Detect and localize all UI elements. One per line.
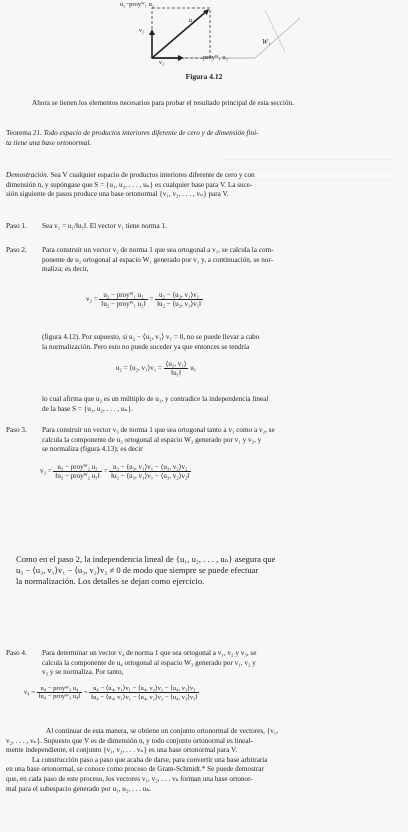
figure-label-top: u₂−proyᵂ₁ u₂: [120, 1, 155, 8]
middle-paragraph: [16, 554, 404, 587]
eq-fraction-denominator: ‖u₄ − proyᵂ₃ u₄‖: [38, 693, 81, 700]
theorem-21: [6, 129, 404, 148]
proof-label: Demostración.: [6, 171, 49, 179]
paso-2-end: [42, 395, 402, 414]
eq2-left: u₂ = ⟨u₂, v₁⟩v₁ =: [116, 364, 162, 373]
proof-paragraph: [6, 171, 404, 200]
paso-3-line2: calcula la componente de u₃ ortogonal al espacio W₂ generado por v₁ y v₂, y: [42, 435, 262, 444]
eq-fraction-numerator: u₂ − ⟨u₂, v₁⟩v₁: [155, 291, 203, 300]
paso-3-line1: Para construir un vector v₃ de norma 1 que sea ortogonal tanto a v₁ como a v₂, se: [42, 426, 275, 434]
paso-4-line2: calcula la componente de u₄ ortogonal al espacio W₃ generado por v₁, v₂ y: [42, 658, 256, 667]
paso-2-after: [42, 333, 402, 352]
eq-equals: =: [83, 689, 88, 697]
paso-4-body: [42, 649, 402, 678]
closing-line6: que, en cada paso de este proceso, los vectores v₁, v₂, . . . vₖ forman una base ortonor-: [6, 774, 253, 783]
middle-line1: Como en el paso 2, la independencia lineal de {u₁, u₂, . . . , uₙ} asegura que: [16, 554, 276, 564]
paso-4-line3: v₃ y se normaliza. Por tanto,: [42, 668, 124, 677]
paso-2-equation: [86, 291, 203, 308]
paso-4-label: Paso 4.: [6, 649, 27, 657]
eq-fraction-denominator: ‖u₂ − ⟨u₂, v₁⟩v₁‖: [157, 300, 202, 308]
paso-2-line2: ponente de u₂ ortogonal al espacio W₁ generado por v₁ y, a continuación, se nor-: [42, 255, 274, 264]
paso-2-label: Paso 2.: [6, 246, 27, 254]
paso-1-label: Paso 1.: [6, 222, 27, 230]
paso-3-label: Paso 3.: [6, 426, 27, 434]
closing-line3: mente independiente, el conjunto {v₁, v₂, . . . vₙ} es una base ortonormal para V.: [6, 746, 238, 755]
middle-line3: la normalización. Los detalles se dejan como ejercicio.: [16, 576, 205, 586]
figure-label-proj: proyᵂ₁ u₂: [203, 54, 228, 61]
eq-fraction-numerator: u₂ − proyᵂ₁ u₂: [99, 291, 147, 300]
eq-equals: =: [149, 295, 154, 304]
paso-3-line3: se normaliza (figura 4.13); es decir: [42, 445, 143, 454]
paso-2-equation-2: [116, 360, 196, 377]
eq-fraction-denominator: ‖u₃ − proyᵂ₂ u₃‖: [55, 472, 100, 480]
paso-3-body: [42, 426, 402, 455]
eq-fraction-numerator: u₄ − ⟨u₄, v₁⟩v₁ − ⟨u₄, v₂⟩v₂ − ⟨u₄, v₃⟩v₃: [89, 684, 199, 693]
figure-caption: Figura 4.12: [185, 72, 223, 81]
intro-paragraph: Ahora se tienen los elementos necesarios para probar el resultado principal de esta sección.: [32, 99, 294, 107]
eq-fraction-denominator: ‖u₄ − ⟨u₄, v₁⟩v₁ − ⟨u₄, v₂⟩v₂ − ⟨u₄, v₃⟩v₃‖: [91, 694, 198, 701]
figure-label-w1: W₁: [262, 38, 271, 46]
paso-2-after-line1: (figura 4.12). Por supuesto, si u₂ − ⟨u₂, v₁⟩ v₁ = 0, no se puede llevar a cabo: [42, 333, 260, 341]
eq-lhs: v₃ =: [40, 467, 52, 476]
theorem-text-line1: Todo espacio de productos interiores diferente de cero y de dimensión fini-: [43, 129, 259, 137]
paso-1: [6, 222, 404, 232]
proof-line1: Sea V cualquier espacio de productos interiores diferente de cero y con: [50, 171, 255, 179]
eq-fraction-denominator: ‖u₃ − ⟨u₃, v₁⟩v₁ − ⟨u₃, v₂⟩v₂‖: [111, 472, 190, 480]
figure-label-v1: v₁: [159, 59, 165, 66]
eq-fraction-numerator: u₃ − proyᵂ₂ u₃: [53, 463, 101, 472]
closing-paragraph: [6, 727, 404, 794]
paso-2-line1: Para construir un vector v₂ de norma 1 que sea ortogonal a v₁, se calcula la com-: [42, 246, 274, 254]
paso-2-end-line1: lo cual afirma que u₂ es un múltiplo de u₁, y contradice la independencia lineal: [42, 395, 269, 403]
proof-line3: sión siguiente de pasos produce una base ortonormal {v₁, v₂, . . . , vₙ} para V.: [6, 190, 229, 199]
figure-label-u2: u₂: [189, 17, 195, 24]
eq-fraction-numerator: u₃ − ⟨u₃, v₁⟩v₁ − ⟨u₃, v₂⟩v₂: [109, 463, 191, 472]
paso-2-after-line2: la normalización. Pero esto no puede suceder ya que entonces se tendría: [42, 342, 250, 351]
eq-fraction-numerator: u₄ − proyᵂ₃ u₄: [37, 685, 83, 693]
paso-1-text: Sea v₁ = u₁/‖u₁‖. El vector v₁ tiene norma 1.: [42, 222, 167, 230]
paso-4-equation: [24, 684, 199, 701]
figure-label-v2: v₂: [139, 27, 145, 34]
paso-2-line3: maliza; es decir,: [42, 265, 89, 274]
eq2-denominator: ‖u₁‖: [171, 369, 181, 377]
middle-line2: u₃ − ⟨u₃, v₁⟩v₁ − ⟨u₃, v₂⟩v₂ ≠ 0 de modo que siempre se puede efectuar: [16, 565, 259, 575]
closing-line1: Al continuar de esta manera, se obtiene un conjunto ortonormal de vectores, {v₁,: [46, 727, 279, 735]
figure-4-12: [0, 0, 408, 80]
eq-lhs: v₂ =: [86, 295, 98, 304]
closing-line2: v₂, . . . , vₙ}. Supuesto que V es de dimensión n, y todo conjunto ortonormal es lineal-: [6, 736, 253, 745]
closing-line5: en una base ortonormal, se conoce como proceso de Gram-Schmidt.* Se puede demostrar: [6, 765, 264, 774]
eq2-numerator: ⟨u₂, v₁⟩: [165, 360, 187, 368]
theorem-label: Teorema 21.: [6, 129, 42, 137]
closing-line7: mal para el subespacio generado por u₁, u₂, . . . uₖ.: [6, 784, 151, 793]
paso-2-end-line2: de la base S = {u₁, u₂, . . . , uₙ}.: [42, 404, 133, 413]
paso-2-body: [42, 246, 402, 275]
paso-3-equation: [40, 463, 191, 480]
closing-line4: La construcción paso a paso que acaba de darse, para convertir una base arbitraria: [32, 755, 268, 764]
eq2-right: u₁: [190, 364, 197, 373]
eq-fraction-denominator: ‖u₂ − proyᵂ₁ u₂‖: [101, 300, 146, 308]
eq-equals: =: [103, 467, 108, 476]
eq-lhs: v₄ =: [24, 689, 35, 697]
theorem-text-line2: ta tiene una base ortonormal.: [6, 138, 92, 147]
proof-line2: dimensión n, y supóngase que S = {u₁, u₂, . . . , uₙ} es cualquier base para V. La suce-: [6, 180, 253, 189]
paso-4-line1: Para determinar un vector v₄ de norma 1 que sea ortogonal a v₁, v₂ y v₃, se: [42, 649, 257, 657]
